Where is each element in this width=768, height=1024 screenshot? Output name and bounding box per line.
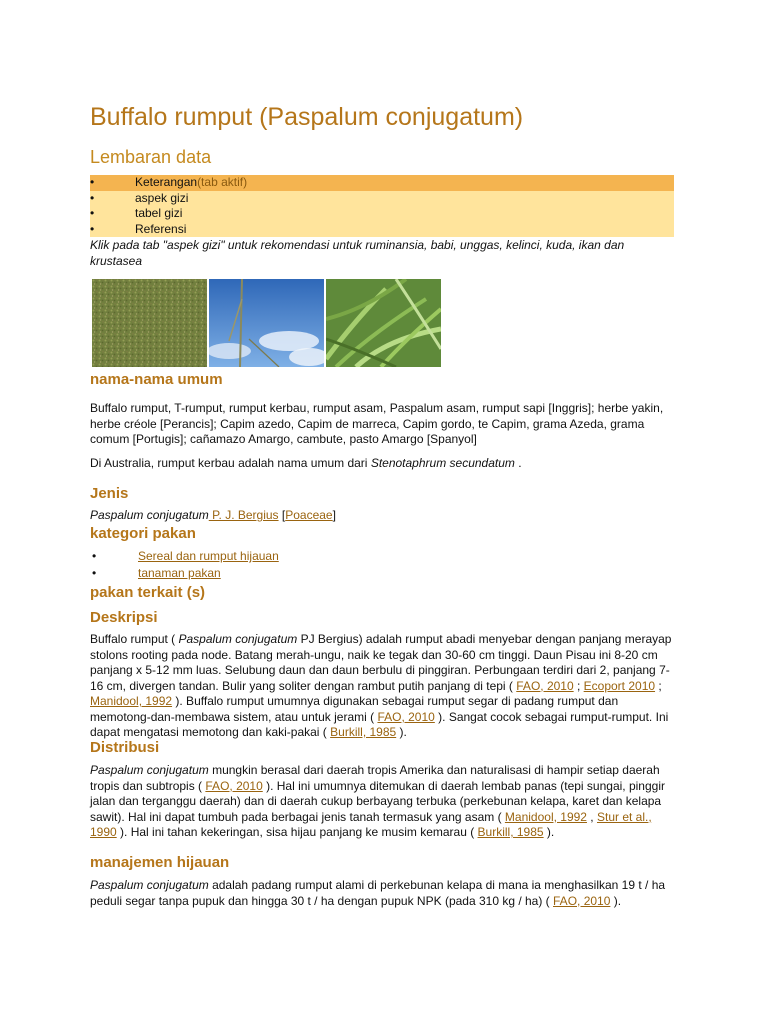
ref-link[interactable]: FAO, 2010 <box>205 778 263 793</box>
common-names-text: Buffalo rumput, T-rumput, rumput kerbau, rumput asam, Paspalum asam, rumput sapi [Inggris]; herbe yakin, herbe créole [Perancis]; Capim azedo, Capim de marreca, Capim gordo, te Capim, grama Azeda, grama comum [Portugis]; cañamazo Amargo, cambute, pasto Amargo [Spanyol] <box>90 401 664 446</box>
tab-keterangan[interactable] <box>90 175 674 191</box>
tab-aspek-gizi[interactable] <box>90 191 674 207</box>
ref-link[interactable]: Manidool, 1992 <box>90 694 173 708</box>
bullet-icon: • <box>92 549 97 563</box>
ref-link[interactable]: Ecoport 2010 <box>583 678 656 693</box>
australia-note: Di Australia, rumput kerbau adalah nama umum dari Stenotaphrum secundatum . <box>90 456 522 470</box>
photo-grass-leaves[interactable] <box>326 279 441 367</box>
ref-link[interactable]: Burkill, 1985 <box>330 725 397 739</box>
section-heading-species: Jenis <box>90 485 129 502</box>
tab-tabel-gizi[interactable] <box>90 206 674 222</box>
tab-active-note: (tab aktif) <box>197 175 248 189</box>
intro-note: Klik pada tab "aspek gizi" untuk rekomendasi untuk ruminansia, babi, unggas, kelinci, kuda, ikan dan krustasea <box>90 238 625 268</box>
bullet-icon: • <box>90 190 95 205</box>
page-subtitle: Lembaran data <box>90 147 212 167</box>
tab-label: aspek gizi <box>135 190 189 205</box>
author-link[interactable]: P. J. Bergius <box>208 508 279 522</box>
feed-category-link[interactable]: Sereal dan rumput hijauan <box>138 549 279 563</box>
ref-link[interactable]: Burkill, 1985 <box>477 825 544 839</box>
ref-link[interactable]: FAO, 2010 <box>553 893 611 908</box>
bullet-icon: • <box>92 566 97 580</box>
section-heading-common-names: nama-nama umum <box>90 371 223 388</box>
section-heading-related-feeds: pakan terkait (s) <box>90 584 206 601</box>
description-text: Buffalo rumput ( Paspalum conjugatum PJ Bergius) adalah rumput abadi menyebar dengan panjang merayap stolons rooting pada node. Batang merah-ungu, naik ke tegak dan 30-60 cm tinggi. Daun Pisau ini 8-20 cm panjang x 5-12 mm luas. Selubung daun dan daun berbulu di pinggiran. Perbungaan terdiri dari 2, panjang 7-16 cm, divergen tandan. Bulir yang soliter dengan rambut putih panjang di tepi ( FAO, 2010 ; Ecoport 2010 ; Manidool, 1992 ). Buffalo rumput umumnya digunakan sebagai rumput segar di padang rumput dan memotong-dan-membawa sistem, atau untuk jerami ( FAO, 2010 ). Sangat cocok sebagai rumput-rumput. Ini dapat mengatasi memotong dan kaki-pakai ( Burkill, 1985 ). <box>90 632 672 739</box>
photo-grass-field[interactable] <box>92 279 207 367</box>
section-heading-description: Deskripsi <box>90 609 158 626</box>
ref-link[interactable]: Stur et al., 1990 <box>90 809 652 839</box>
photo-seed-head-sky[interactable] <box>209 279 324 367</box>
bullet-icon: • <box>90 221 95 236</box>
tab-list <box>90 175 674 237</box>
section-heading-forage-management: manajemen hijauan <box>90 854 230 871</box>
feed-category-link[interactable]: tanaman pakan <box>138 566 221 580</box>
tab-label: tabel gizi <box>135 206 183 220</box>
species-line: Paspalum conjugatum P. J. Bergius [Poaceae] <box>90 508 336 522</box>
species-italic: Stenotaphrum secundatum <box>370 456 515 470</box>
tab-label: Referensi <box>135 221 187 236</box>
section-heading-feed-category: kategori pakan <box>90 525 196 542</box>
bullet-icon: • <box>90 206 95 220</box>
bullet-icon: • <box>90 175 95 189</box>
section-heading-distribution: Distribusi <box>90 739 160 756</box>
distribution-text: Paspalum conjugatum mungkin berasal dari daerah tropis Amerika dan naturalisasi di hampir setiap daerah tropis dan subtropis ( FAO, 2010 ). Hal ini umumnya ditemukan di daerah lembab panas (tepi sungai, pinggir jalan dan terganggu daerah) dan di daerah cukup berbayang terbuka (perkebunan kelapa, karet dan kelapa sawit). Hal ini dapat tumbuh pada berbagai jenis tanah termasuk yang asam ( Manidool, 1992 , Stur et al., 1990 ). Hal ini tahan kekeringan, sisa hijau panjang ke musim kemarau ( Burkill, 1985 ). <box>90 763 665 839</box>
family-link[interactable]: Poaceae <box>285 508 333 522</box>
tab-label: Keterangan <box>135 175 198 189</box>
tab-referensi[interactable] <box>90 222 674 238</box>
forage-management-text: Paspalum conjugatum adalah padang rumput alami di perkebunan kelapa di mana ia menghasilkan 19 t / ha peduli segar tanpa pupuk dan hingga 30 t / ha dengan pupuk NPK (pada 310 kg / ha) ( FAO, 2010 ). <box>90 878 666 908</box>
ref-link[interactable]: Manidool, 1992 <box>504 809 587 824</box>
ref-link[interactable]: FAO, 2010 <box>516 678 574 693</box>
species-name: Paspalum conjugatum <box>90 508 209 522</box>
page-title: Buffalo rumput (Paspalum conjugatum) <box>90 103 524 131</box>
ref-link[interactable]: FAO, 2010 <box>377 709 435 724</box>
